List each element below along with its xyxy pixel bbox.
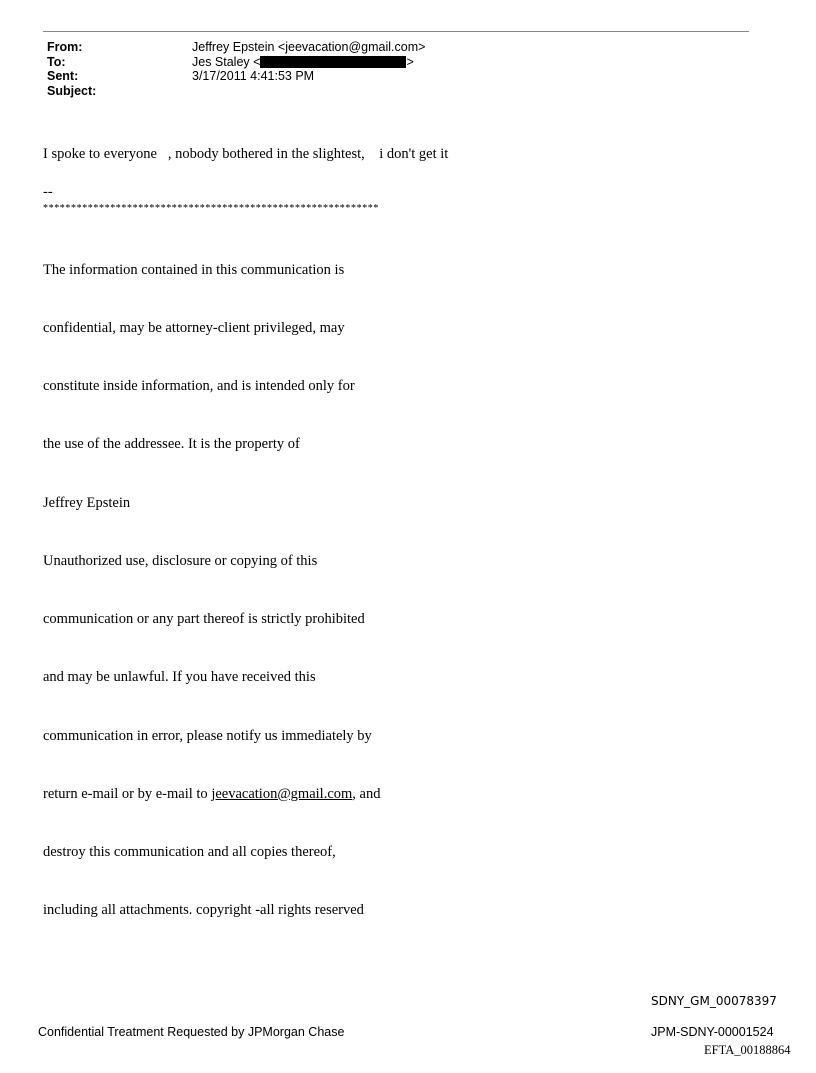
disclaimer-line: Jeffrey Epstein [43,494,131,511]
email-header [47,40,425,98]
disclaimer-email-line [43,785,380,804]
subject-label: Subject: [47,83,97,98]
disclaimer-line: constitute inside information, and is intended only for [43,378,355,395]
message-body: I spoke to everyone , nobody bothered in the slightest, i don't get it [43,146,449,162]
to-suffix: > [406,54,414,69]
disclaimer-line: The information contained in this communication is [43,261,345,278]
bates-number-efta: EFTA_00188864 [704,1043,791,1057]
email-line-suffix: , and [352,785,381,802]
signature-separator: -- [43,184,53,200]
disclaimer-line: including all attachments. copyright -all rights reserved [43,902,364,919]
disclaimer-line: and may be unlawful. If you have received this [43,669,316,686]
sent-row [47,69,425,84]
to-row [47,55,425,70]
bates-number-sdny-gm: SDNY_GM_00078397 [651,994,777,1008]
to-value [192,55,414,70]
bates-number-jpm: JPM-SDNY-00001524 [651,1025,774,1039]
from-row [47,40,425,55]
disclaimer-line: communication in error, please notify us immediately by [43,727,372,744]
sent-label: Sent: [47,69,79,83]
to-name: Jes Staley < [192,54,261,69]
from-value: Jeffrey Epstein <jeevacation@gmail.com> [192,40,426,54]
disclaimer-line: Unauthorized use, disclosure or copying of this [43,552,318,569]
disclaimer-line: destroy this communication and all copies thereof, [43,844,336,860]
redaction-box [260,56,406,68]
from-label: From: [47,40,83,54]
sent-value: 3/17/2011 4:41:53 PM [192,69,315,83]
to-label: To: [47,54,66,69]
email-link[interactable]: jeevacation@gmail.com [211,785,353,802]
subject-row [47,84,425,99]
confidentiality-disclaimer [43,222,380,940]
header-divider [43,31,749,32]
disclaimer-line: confidential, may be attorney-client privileged, may [43,320,345,337]
disclaimer-line: the use of the addressee. It is the property of [43,436,300,453]
disclaimer-line: communication or any part thereof is strictly prohibited [43,611,365,628]
confidential-notice: Confidential Treatment Requested by JPMorgan Chase [38,1025,345,1039]
asterisk-separator: ************************************************************ [43,203,379,214]
email-line-prefix: return e-mail or by e-mail to [43,785,212,802]
